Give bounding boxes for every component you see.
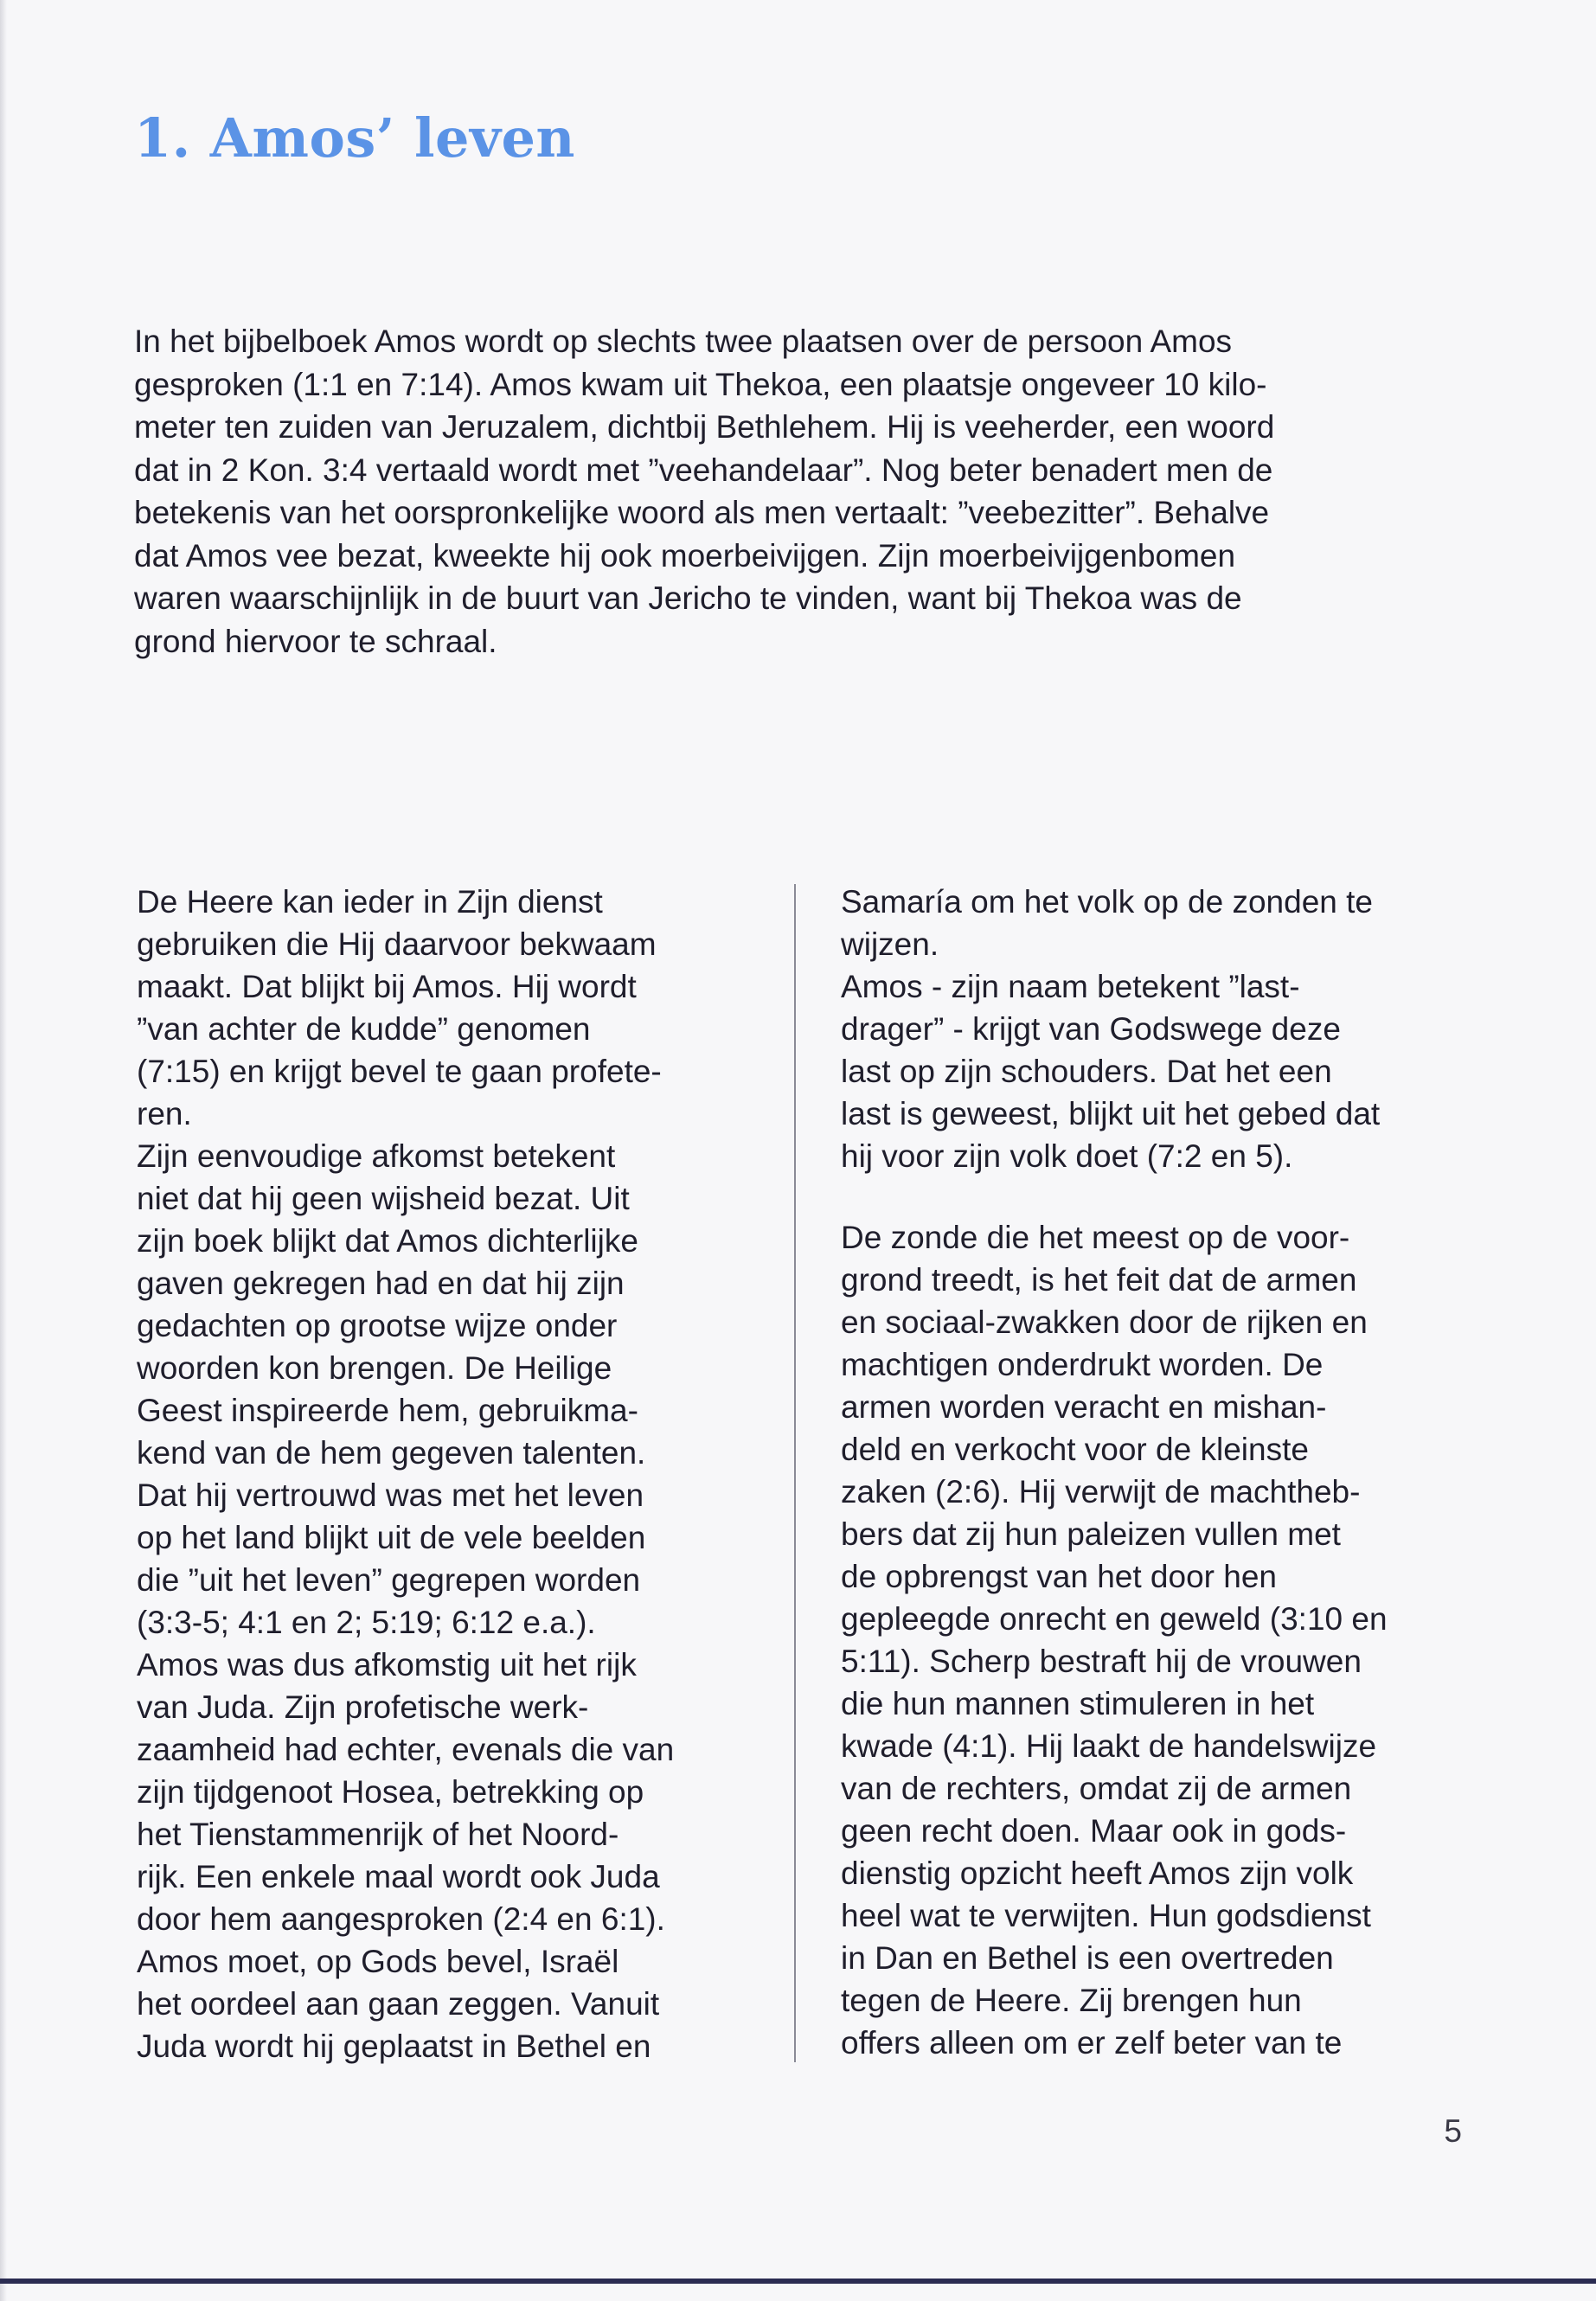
left-column-line: kend van de hem gegeven talenten. <box>137 1435 646 1471</box>
right-column-line: Amos - zijn naam betekent ”last- <box>841 969 1300 1004</box>
right-column-line: last op zijn schouders. Dat het een <box>841 1054 1332 1089</box>
left-column-line: van Juda. Zijn profetische werk- <box>137 1689 589 1725</box>
right-column-line: die hun mannen stimuleren in het <box>841 1686 1315 1721</box>
right-column-line: en sociaal-zwakken door de rijken en <box>841 1304 1368 1340</box>
left-column-line: het oordeel aan gaan zeggen. Vanuit <box>137 1986 660 2022</box>
right-column-line: machtigen onderdrukt worden. De <box>841 1347 1324 1382</box>
left-column-line: gaven gekregen had en dat hij zijn <box>137 1266 625 1301</box>
left-column-line: die ”uit het leven” gegrepen worden <box>137 1562 641 1598</box>
right-column-line: grond treedt, is het feit dat de armen <box>841 1262 1357 1298</box>
left-column-line: gedachten op grootse wijze onder <box>137 1308 618 1343</box>
right-column-line: tegen de Heere. Zij brengen hun <box>841 1983 1302 2018</box>
left-column-line: ren. <box>137 1096 192 1131</box>
left-column-line: Zijn eenvoudige afkomst betekent <box>137 1138 616 1174</box>
left-column-line: op het land blijkt uit de vele beelden <box>137 1520 646 1555</box>
intro-line: dat Amos vee bezat, kweekte hij ook moerbeivijgen. Zijn moerbeivijgenbomen <box>134 537 1236 574</box>
chapter-title: 1. Amos’ leven <box>134 106 575 170</box>
intro-paragraph <box>134 320 1458 663</box>
page-number: 5 <box>1444 2113 1462 2149</box>
right-column-line: van de rechters, omdat zij de armen <box>841 1771 1352 1806</box>
right-column-line: gepleegde onrecht en geweld (3:10 en <box>841 1601 1388 1637</box>
right-column-line: last is geweest, blijkt uit het gebed dat <box>841 1096 1381 1131</box>
right-column-line: wijzen. <box>841 926 939 962</box>
intro-line: betekenis van het oorspronkelijke woord als men vertaalt: ”veebezitter”. Behalve <box>134 495 1270 530</box>
right-column-line: deld en verkocht voor de kleinste <box>841 1432 1309 1467</box>
left-column-line: (3:3-5; 4:1 en 2; 5:19; 6:12 e.a.). <box>137 1605 596 1640</box>
left-column-line: maakt. Dat blijkt bij Amos. Hij wordt <box>137 969 637 1004</box>
paragraph-spacer <box>841 1177 1481 1216</box>
right-column-line: kwade (4:1). Hij laakt de handelswijze <box>841 1728 1377 1764</box>
right-column-line: drager” - krijgt van Godswege deze <box>841 1011 1341 1047</box>
left-column-line: rijk. Een enkele maal wordt ook Juda <box>137 1859 660 1894</box>
right-column-line: geen recht doen. Maar ook in gods- <box>841 1813 1347 1849</box>
right-column-line: dienstig opzicht heeft Amos zijn volk <box>841 1856 1354 1891</box>
right-column-line: heel wat te verwijten. Hun godsdienst <box>841 1898 1371 1933</box>
right-column-line: zaken (2:6). Hij verwijt de machtheb- <box>841 1474 1361 1509</box>
left-column <box>137 881 777 2067</box>
left-column-line: ”van achter de kudde” genomen <box>137 1011 591 1047</box>
right-column-line: hij voor zijn volk doet (7:2 en 5). <box>841 1138 1293 1174</box>
column-divider <box>794 884 796 2062</box>
intro-line: grond hiervoor te schraal. <box>134 623 497 659</box>
left-column-line: zijn tijdgenoot Hosea, betrekking op <box>137 1774 644 1810</box>
left-column-line: Dat hij vertrouwd was met het leven <box>137 1477 644 1513</box>
left-column-line: gebruiken die Hij daarvoor bekwaam <box>137 926 657 962</box>
right-column-line: offers alleen om er zelf beter van te <box>841 2025 1343 2061</box>
right-column-line: in Dan en Bethel is een overtreden <box>841 1940 1334 1976</box>
page-edge-shadow <box>0 0 7 2301</box>
left-column-line: zijn boek blijkt dat Amos dichterlijke <box>137 1223 638 1259</box>
right-column-line: armen worden veracht en mishan- <box>841 1389 1327 1425</box>
intro-line: gesproken (1:1 en 7:14). Amos kwam uit Thekoa, een plaatsje ongeveer 10 kilo- <box>134 366 1267 402</box>
left-column-line: zaamheid had echter, evenals die van <box>137 1732 675 1767</box>
intro-line: dat in 2 Kon. 3:4 vertaald wordt met ”veehandelaar”. Nog beter benadert men de <box>134 452 1273 488</box>
left-column-line: niet dat hij geen wijsheid bezat. Uit <box>137 1181 630 1216</box>
left-column-line: woorden kon brengen. De Heilige <box>137 1350 612 1386</box>
intro-line: In het bijbelboek Amos wordt op slechts twee plaatsen over de persoon Amos <box>134 324 1233 359</box>
right-column <box>841 881 1481 2064</box>
left-column-line: Amos moet, op Gods bevel, Israël <box>137 1944 619 1979</box>
right-column-line: de opbrengst van het door hen <box>841 1559 1277 1594</box>
left-column-line: Geest inspireerde hem, gebruikma- <box>137 1393 638 1428</box>
left-column-line: door hem aangesproken (2:4 en 6:1). <box>137 1901 665 1937</box>
right-column-line: bers dat zij hun paleizen vullen met <box>841 1516 1341 1552</box>
intro-line: meter ten zuiden van Jeruzalem, dichtbij Bethlehem. Hij is veeherder, een woord <box>134 409 1275 445</box>
left-column-line: De Heere kan ieder in Zijn dienst <box>137 884 603 920</box>
right-column-line: De zonde die het meest op de voor- <box>841 1220 1350 1255</box>
intro-line: waren waarschijnlijk in de buurt van Jericho te vinden, want bij Thekoa was de <box>134 580 1242 616</box>
right-column-line: Samaría om het volk op de zonden te <box>841 884 1373 920</box>
right-column-line: 5:11). Scherp bestraft hij de vrouwen <box>841 1644 1362 1679</box>
left-column-line: Juda wordt hij geplaatst in Bethel en <box>137 2029 651 2064</box>
left-column-line: Amos was dus afkomstig uit het rijk <box>137 1647 637 1682</box>
left-column-line: het Tienstammenrijk of het Noord- <box>137 1817 619 1852</box>
bottom-rule <box>0 2279 1596 2284</box>
left-column-line: (7:15) en krijgt bevel te gaan profete- <box>137 1054 662 1089</box>
